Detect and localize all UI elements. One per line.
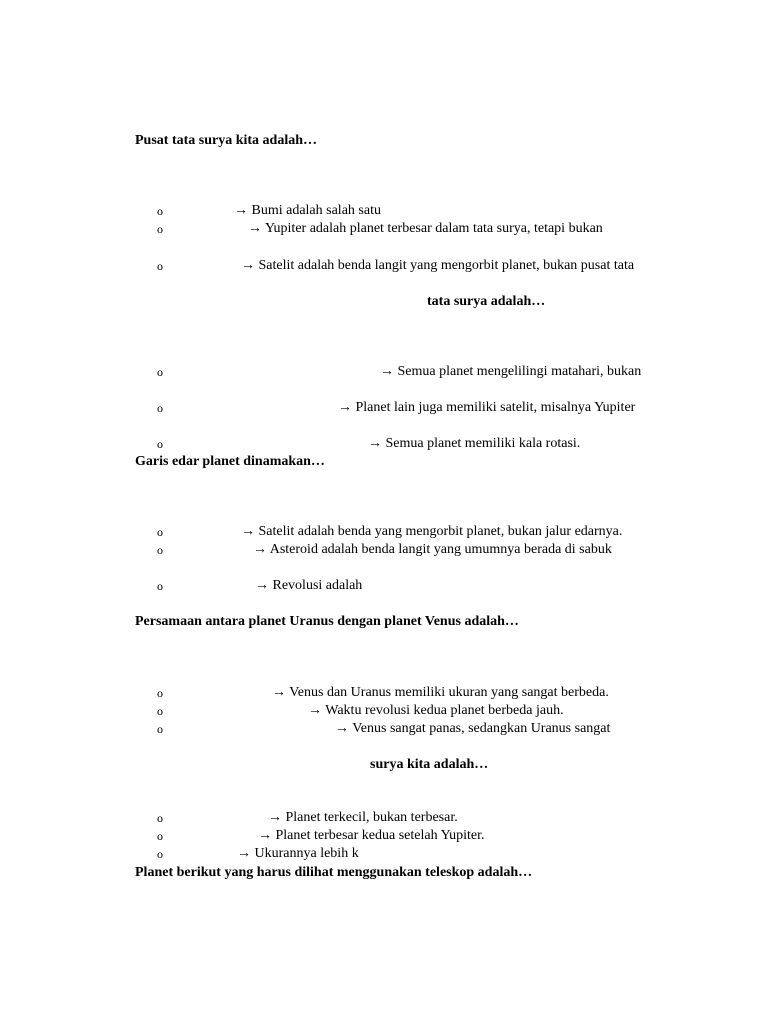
- bullet-icon: o: [157, 579, 163, 593]
- answer-option: → Planet terkecil, bukan terbesar.: [268, 810, 458, 825]
- bullet-icon: o: [157, 722, 163, 736]
- bullet-icon: o: [157, 437, 163, 451]
- answer-option: → Semua planet mengelilingi matahari, bukan: [380, 364, 642, 379]
- answer-option: → Revolusi adalah: [255, 578, 363, 593]
- bullet-icon: o: [157, 222, 163, 236]
- answer-option: → Venus sangat panas, sedangkan Uranus sangat: [335, 721, 611, 736]
- bullet-icon: o: [157, 704, 163, 718]
- bullet-icon: o: [157, 525, 163, 539]
- answer-option: → Yupiter adalah planet terbesar dalam tata surya, tetapi bukan: [248, 221, 603, 236]
- answer-option: → Waktu revolusi kedua planet berbeda jauh.: [308, 703, 564, 718]
- answer-option: → Planet terbesar kedua setelah Yupiter.: [258, 828, 485, 843]
- question-title: Planet berikut yang harus dilihat menggunakan teleskop adalah…: [135, 865, 533, 880]
- question-title: tata surya adalah…: [427, 294, 546, 309]
- bullet-icon: o: [157, 365, 163, 379]
- answer-option: → Asteroid adalah benda langit yang umumnya berada di sabuk: [253, 542, 612, 557]
- answer-option: → Semua planet memiliki kala rotasi.: [368, 436, 581, 451]
- question-title: surya kita adalah…: [370, 757, 489, 772]
- answer-option: → Satelit adalah benda langit yang mengorbit planet, bukan pusat tata: [241, 258, 635, 273]
- bullet-icon: o: [157, 829, 163, 843]
- question-title: Garis edar planet dinamakan…: [135, 454, 325, 469]
- question-title: Pusat tata surya kita adalah…: [135, 133, 318, 148]
- bullet-icon: o: [157, 204, 163, 218]
- bullet-icon: o: [157, 259, 163, 273]
- answer-option: → Venus dan Uranus memiliki ukuran yang sangat berbeda.: [272, 685, 609, 700]
- answer-option: → Planet lain juga memiliki satelit, misalnya Yupiter: [338, 400, 636, 415]
- bullet-icon: o: [157, 811, 163, 825]
- bullet-icon: o: [157, 401, 163, 415]
- bullet-icon: o: [157, 847, 163, 861]
- bullet-icon: o: [157, 543, 163, 557]
- bullet-icon: o: [157, 686, 163, 700]
- answer-option: → Bumi adalah salah satu: [234, 203, 381, 218]
- question-title: Persamaan antara planet Uranus dengan planet Venus adalah…: [135, 614, 519, 629]
- answer-option: → Satelit adalah benda yang mengorbit planet, bukan jalur edarnya.: [241, 524, 623, 539]
- answer-option: → Ukurannya lebih k: [237, 846, 359, 861]
